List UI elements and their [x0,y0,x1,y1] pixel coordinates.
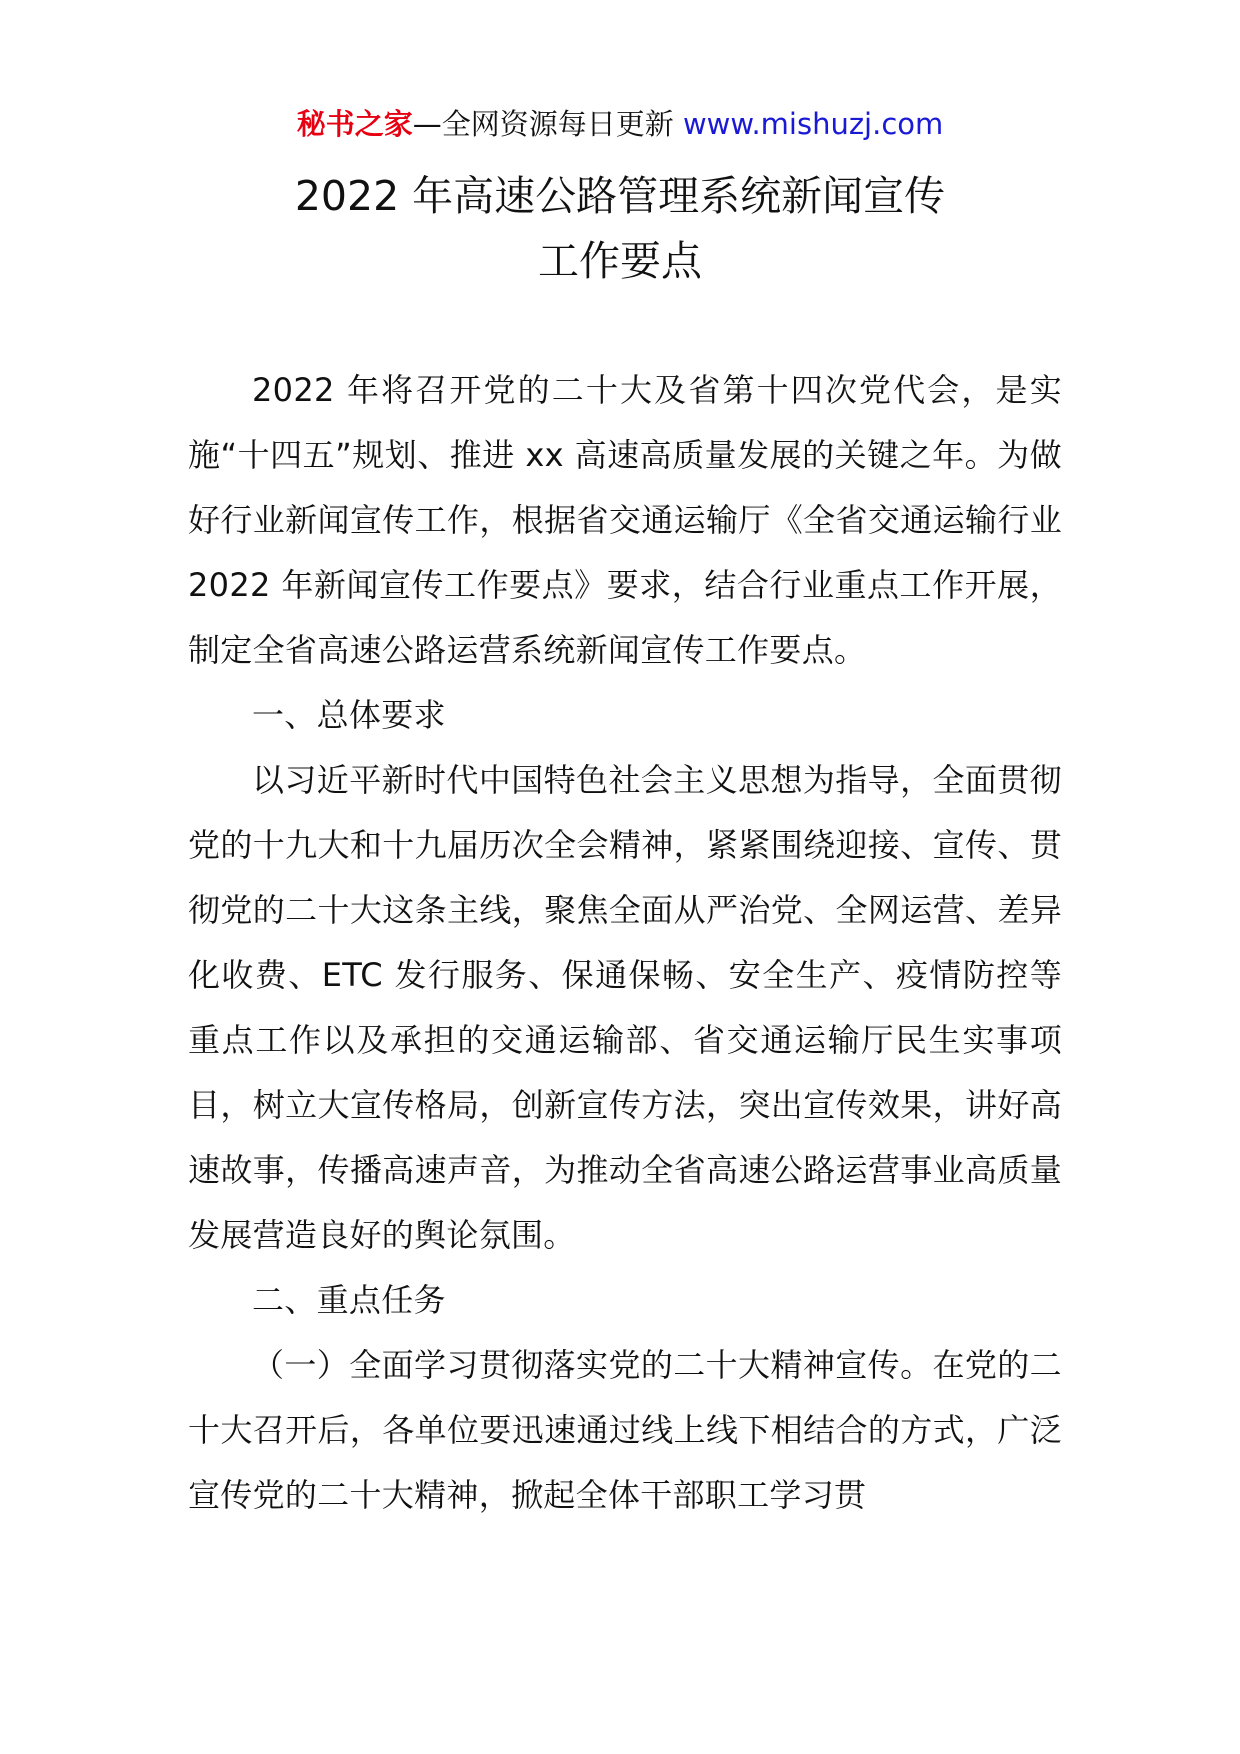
key-task-1-paragraph: （一）全面学习贯彻落实党的二十大精神宣传。在党的二十大召开后，各单位要迅速通过线上线下相结合的方式，广泛宣传党的二十大精神，掀起全体干部职工学习贯 [188,1346,1062,1514]
section-heading-key-tasks: 二、重点任务 [252,1281,446,1319]
site-url-link[interactable]: www.mishuzj.com [682,107,944,141]
intro-paragraph: 2022 年将召开党的二十大及省第十四次党代会，是实施“十四五”规划、推进 xx 高速高质量发展的关键之年。为做好行业新闻宣传工作，根据省交通运输厅《全省交通运输行业 2022 年新闻宣传工作要点》要求，结合行业重点工作开展，制定全省高速公路运营系统新闻宣传工作要点。 [188,371,1062,669]
section-heading-general-requirements: 一、总体要求 [252,696,446,734]
site-banner [0,104,1240,144]
document-title-line-2: 工作要点 [538,237,702,285]
document-title-line-1: 2022 年高速公路管理系统新闻宣传 [294,172,946,220]
brand-name: 秘书之家 [296,107,413,141]
general-requirements-paragraph: 以习近平新时代中国特色社会主义思想为指导，全面贯彻党的十九大和十九届历次全会精神，紧紧围绕迎接、宣传、贯彻党的二十大这条主线，聚焦全面从严治党、全网运营、差异化收费、ETC 发行服务、保通保畅、安全生产、疫情防控等重点工作以及承担的交通运输部、省交通运输厅民生实事项目，树立大宣传格局，创新宣传方法，突出宣传效果，讲好高速故事，传播高速声音，为推动全省高速公路运营事业高质量发展营造良好的舆论氛围。 [188,761,1062,1254]
document-body [188,358,1062,1528]
banner-slogan: —全网资源每日更新 [412,107,683,141]
